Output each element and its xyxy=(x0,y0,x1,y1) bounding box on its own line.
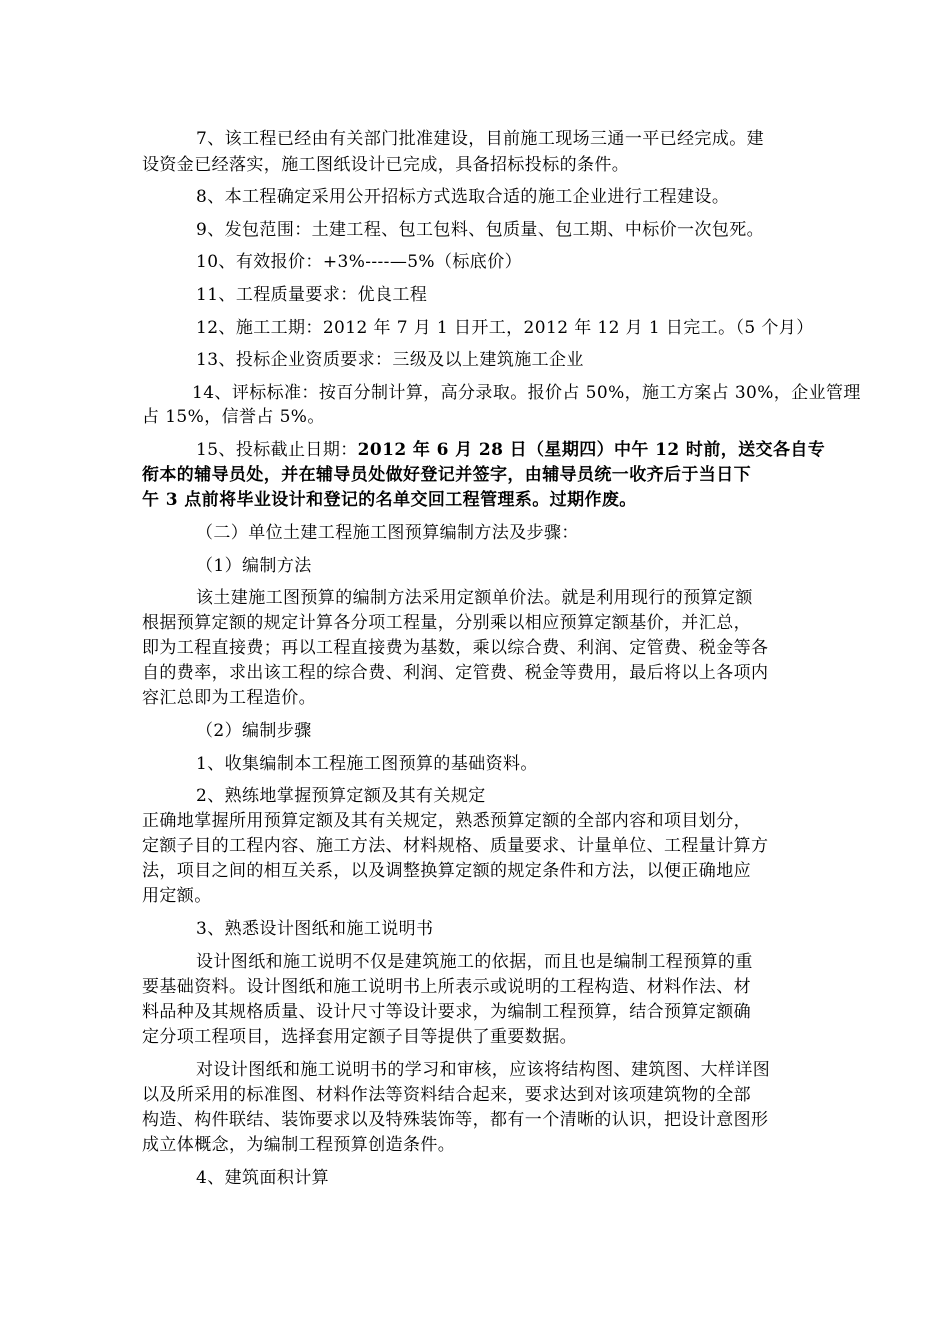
subsection-heading: （2）编制步骤 xyxy=(196,721,312,741)
subsection-heading: （1）编制方法 xyxy=(196,556,312,576)
paragraph-line: 成立体概念，为编制工程预算创造条件。 xyxy=(142,1135,456,1155)
section-heading: （二）单位土建工程施工图预算编制方法及步骤： xyxy=(196,523,579,543)
deadline-label: 15、投标截止日期： xyxy=(196,440,358,460)
paragraph-line: 根据预算定额的规定计算各分项工程量，分别乘以相应预算定额基价，并汇总， xyxy=(142,613,751,633)
paragraph-line: 定额子目的工程内容、施工方法、材料规格、质量要求、计量单位、工程量计算方 xyxy=(142,836,769,856)
paragraph-line: 定分项工程项目，选择套用定额子目等提供了重要数据。 xyxy=(142,1027,577,1047)
paragraph-line: 构造、构件联结、装饰要求以及特殊装饰等，都有一个清晰的认识，把设计意图形 xyxy=(142,1110,769,1130)
paragraph-line: 12、施工工期：2012 年 7 月 1 日开工，2012 年 12 月 1 日完工。（5 个月） xyxy=(196,318,814,338)
paragraph-line: 11、工程质量要求：优良工程 xyxy=(196,285,428,305)
paragraph-line: 用定额。 xyxy=(142,886,212,906)
paragraph-line: 8、本工程确定采用公开招标方式选取合适的施工企业进行工程建设。 xyxy=(196,187,730,207)
paragraph-line: 10、有效报价：+3%----—5%（标底价） xyxy=(196,252,522,272)
paragraph-line: 自的费率，求出该工程的综合费、利润、定管费、税金等费用，最后将以上各项内 xyxy=(142,663,769,683)
paragraph-line: 法，项目之间的相互关系，以及调整换算定额的规定条件和方法，以便正确地应 xyxy=(142,861,751,881)
paragraph-line: 该土建施工图预算的编制方法采用定额单价法。就是利用现行的预算定额 xyxy=(196,588,753,608)
paragraph-line: 13、投标企业资质要求：三级及以上建筑施工企业 xyxy=(196,350,584,370)
paragraph-line: 14、评标标准：按百分制计算，高分录取。报价占 50%，施工方案占 30%，企业管理 xyxy=(192,383,861,403)
paragraph-line: 2、熟练地掌握预算定额及其有关规定 xyxy=(196,786,486,806)
paragraph-line xyxy=(196,439,825,461)
paragraph-line: 容汇总即为工程造价。 xyxy=(142,688,316,708)
paragraph-line: 即为工程直接费；再以工程直接费为基数，乘以综合费、利润、定管费、税金等各 xyxy=(142,638,769,658)
paragraph-line: 衔本的辅导员处，并在辅导员处做好登记并签字，由辅导员统一收齐后于当日下 xyxy=(142,465,751,485)
paragraph-line: 正确地掌握所用预算定额及其有关规定，熟悉预算定额的全部内容和项目划分， xyxy=(142,811,751,831)
paragraph-line: 7、该工程已经由有关部门批准建设，目前施工现场三通一平已经完成。建 xyxy=(196,129,765,149)
paragraph-line: 设资金已经落实，施工图纸设计已完成，具备招标投标的条件。 xyxy=(142,155,630,175)
paragraph-line: 以及所采用的标准图、材料作法等资料结合起来，要求达到对该项建筑物的全部 xyxy=(142,1085,751,1105)
paragraph-line: 午 3 点前将毕业设计和登记的名单交回工程管理系。过期作废。 xyxy=(142,490,637,510)
paragraph-line: 对设计图纸和施工说明书的学习和审核，应该将结构图、建筑图、大样详图 xyxy=(196,1060,771,1080)
deadline-text: 2012 年 6 月 28 日（星期四）中午 12 时前，送交各自专 xyxy=(357,440,826,460)
paragraph-line: 1、收集编制本工程施工图预算的基础资料。 xyxy=(196,754,538,774)
paragraph-line: 要基础资料。设计图纸和施工说明书上所表示或说明的工程构造、材料作法、材 xyxy=(142,977,751,997)
paragraph-line: 设计图纸和施工说明不仅是建筑施工的依据，而且也是编制工程预算的重 xyxy=(196,952,753,972)
paragraph-line: 4、建筑面积计算 xyxy=(196,1168,330,1188)
paragraph-line: 占 15%，信誉占 5%。 xyxy=(142,407,325,427)
paragraph-line: 3、熟悉设计图纸和施工说明书 xyxy=(196,919,434,939)
paragraph-line: 9、发包范围：土建工程、包工包料、包质量、包工期、中标价一次包死。 xyxy=(196,220,765,240)
paragraph-line: 料品种及其规格质量、设计尺寸等设计要求，为编制工程预算，结合预算定额确 xyxy=(142,1002,751,1022)
